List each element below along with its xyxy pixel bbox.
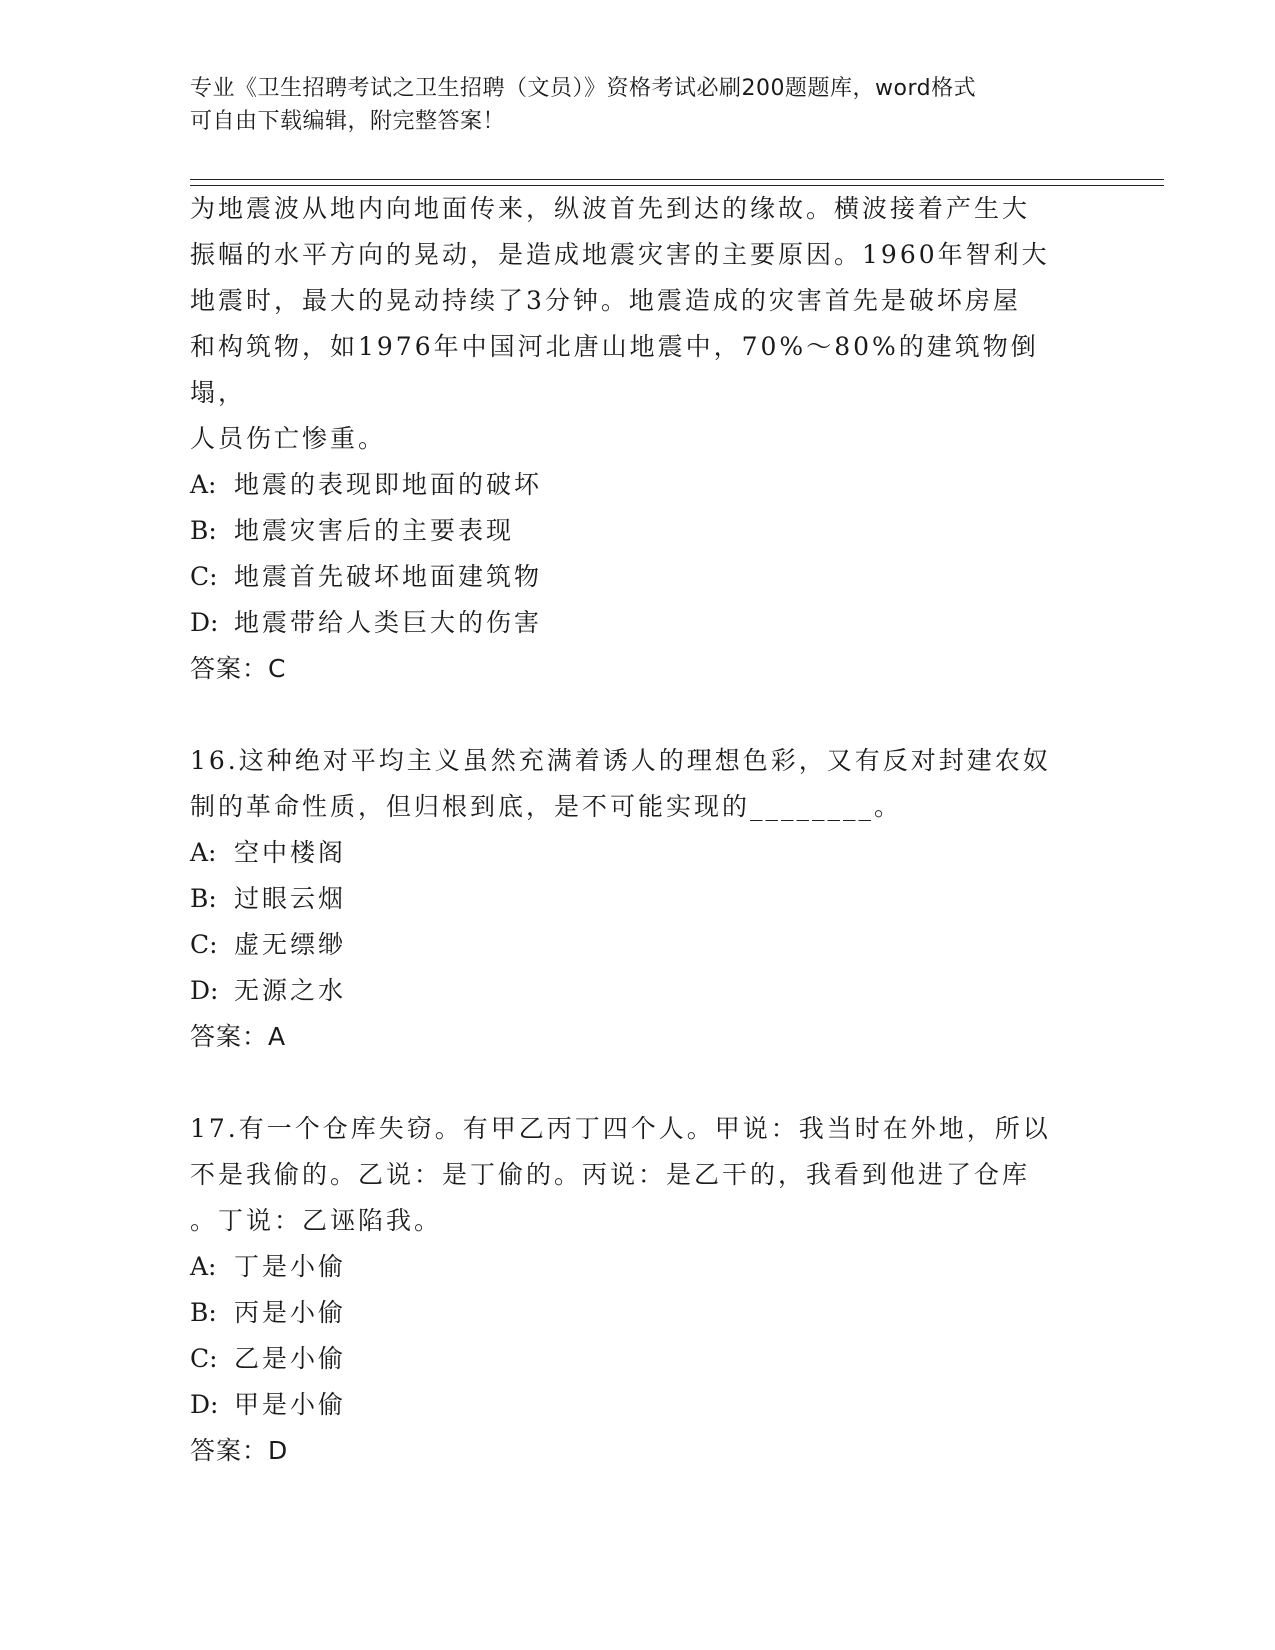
passage-line: 人员伤亡惨重。 [190, 424, 387, 453]
option-text: 虚无缥缈 [234, 930, 347, 959]
question-gap [190, 1060, 1090, 1106]
option-c [190, 922, 1090, 968]
header-line-2: 可自由下载编辑，附完整答案！ [190, 109, 506, 134]
option-text: 甲是小偷 [234, 1390, 347, 1419]
option-letter: B: [190, 1298, 217, 1327]
question-17 [190, 1106, 1090, 1474]
answer-line: 答案：A [190, 1022, 287, 1051]
passage-line: 地震时，最大的晃动持续了3分钟。地震造成的灾害首先是破坏房屋 [190, 286, 1021, 315]
option-text: 地震带给人类巨大的伤害 [234, 608, 543, 637]
option-letter: D: [190, 976, 219, 1005]
option-letter: A: [190, 1252, 217, 1281]
option-text: 丙是小偷 [234, 1298, 347, 1327]
option-c [190, 554, 1090, 600]
option-text: 空中楼阁 [234, 838, 347, 867]
document-body [190, 186, 1090, 1474]
option-b [190, 1290, 1090, 1336]
option-letter: B: [190, 516, 217, 545]
option-letter: B: [190, 884, 217, 913]
option-text: 地震的表现即地面的破坏 [234, 470, 543, 499]
option-b [190, 876, 1090, 922]
answer-line: 答案：D [190, 1436, 289, 1465]
option-text: 地震灾害后的主要表现 [234, 516, 515, 545]
question-stem-line: 不是我偷的。乙说：是丁偷的。丙说：是乙干的，我看到他进了仓库 [190, 1160, 1031, 1189]
passage-line: 振幅的水平方向的晃动，是造成地震灾害的主要原因。1960年智利大 [190, 240, 1050, 269]
option-letter: C: [190, 1344, 218, 1373]
question-16 [190, 738, 1090, 1060]
question-stem-line: 16.这种绝对平均主义虽然充满着诱人的理想色彩，又有反对封建农奴 [190, 746, 1051, 775]
option-letter: A: [190, 470, 217, 499]
option-letter: D: [190, 608, 219, 637]
option-c [190, 1336, 1090, 1382]
option-a [190, 462, 1090, 508]
option-text: 过眼云烟 [234, 884, 347, 913]
document-header [190, 72, 1090, 138]
option-text: 丁是小偷 [234, 1252, 347, 1281]
question-15 [190, 186, 1090, 692]
option-a [190, 830, 1090, 876]
option-text: 乙是小偷 [234, 1344, 347, 1373]
option-letter: A: [190, 838, 217, 867]
answer-line: 答案：C [190, 654, 287, 683]
passage-line: 为地震波从地内向地面传来，纵波首先到达的缘故。横波接着产生大 [190, 194, 1031, 223]
question-stem-line: 17.有一个仓库失窃。有甲乙丙丁四个人。甲说：我当时在外地，所以 [190, 1114, 1051, 1143]
passage-line: 和构筑物，如1976年中国河北唐山地震中，70%～80%的建筑物倒塌， [190, 332, 1039, 407]
question-stem-line: 制的革命性质，但归根到底，是不可能实现的________。 [190, 792, 903, 821]
option-d [190, 1382, 1090, 1428]
question-gap [190, 692, 1090, 738]
header-line-1: 专业《卫生招聘考试之卫生招聘（文员）》资格考试必刷200题题库，word格式 [190, 76, 977, 101]
header-divider-top [190, 179, 1164, 180]
option-text: 地震首先破坏地面建筑物 [234, 562, 543, 591]
question-stem-line: 。丁说：乙诬陷我。 [190, 1206, 443, 1235]
option-text: 无源之水 [234, 976, 347, 1005]
option-d [190, 600, 1090, 646]
option-b [190, 508, 1090, 554]
option-a [190, 1244, 1090, 1290]
option-letter: D: [190, 1390, 219, 1419]
option-d [190, 968, 1090, 1014]
option-letter: C: [190, 562, 218, 591]
option-letter: C: [190, 930, 218, 959]
